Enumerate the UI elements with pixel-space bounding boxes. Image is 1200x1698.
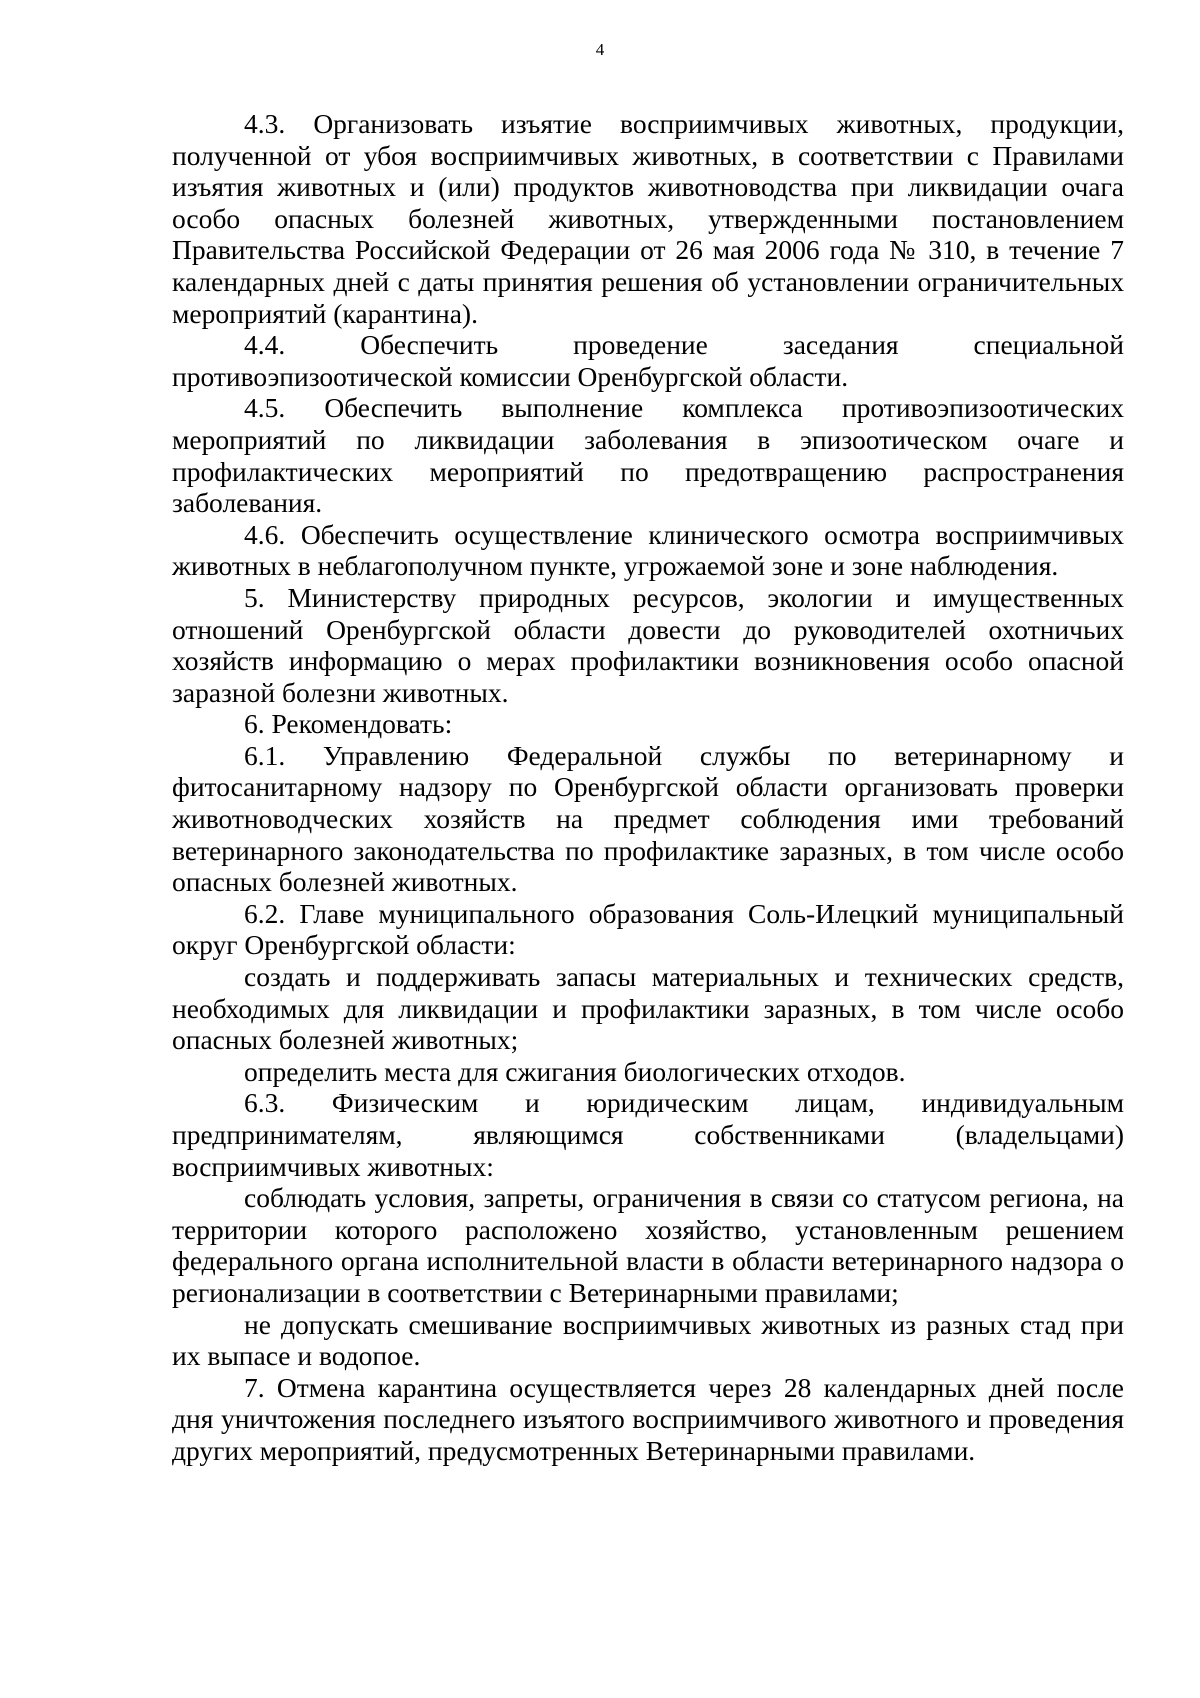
paragraph-4-3: 4.3. Организовать изъятие восприимчивых животных, продукции, полученной от убоя восприимчивых животных, в соответствии с Правилами изъятия животных и (или) продуктов животноводства при ликвидации очага особо опасных болезней животных, утвержденными постановлением Правительства Российской Федерации от 26 мая 2006 года № 310, в течение 7 календарных дней с даты принятия решения об установлении ограничительных мероприятий (карантина). — [172, 108, 1124, 329]
paragraph-6-3: 6.3. Физическим и юридическим лицам, индивидуальным предпринимателям, являющимся собственниками (владельцами) восприимчивых животных: — [172, 1087, 1124, 1182]
paragraph-4-5: 4.5. Обеспечить выполнение комплекса противоэпизоотических мероприятий по ликвидации заболевания в эпизоотическом очаге и профилактических мероприятий по предотвращению распространения заболевания. — [172, 392, 1124, 519]
paragraph-4-6: 4.6. Обеспечить осуществление клинического осмотра восприимчивых животных в неблагополучном пункте, угрожаемой зоне и зоне наблюдения. — [172, 518, 1124, 582]
paragraph-5: 5. Министерству природных ресурсов, экологии и имущественных отношений Оренбургской области довести до руководителей охотничьих хозяйств информацию о мерах профилактики возникновения особо опасной заразной болезни животных. — [172, 581, 1124, 708]
paragraph-6-2-item-2: определить места для сжигания биологических отходов. — [244, 1055, 906, 1087]
document-body — [172, 108, 1124, 1467]
paragraph-7: 7. Отмена карантина осуществляется через 28 календарных дней после дня уничтожения последнего изъятого восприимчивого животного и проведения других мероприятий, предусмотренных Ветеринарными правилами. — [172, 1371, 1124, 1466]
paragraph-6: 6. Рекомендовать: — [244, 708, 453, 740]
paragraph-6-2-item-1: создать и поддерживать запасы материальных и технических средств, необходимых для ликвидации и профилактики заразных, в том числе особо опасных болезней животных; — [172, 961, 1124, 1056]
paragraph-6-1: 6.1. Управлению Федеральной службы по ветеринарному и фитосанитарному надзору по Оренбургской области организовать проверки животноводческих хозяйств на предмет соблюдения ими требований ветеринарного законодательства по профилактике заразных, в том числе особо опасных болезней животных. — [172, 739, 1124, 898]
page-number: 4 — [595, 40, 605, 59]
paragraph-6-2: 6.2. Главе муниципального образования Соль-Илецкий муниципальный округ Оренбургской области: — [172, 897, 1124, 961]
paragraph-4-4: 4.4. Обеспечить проведение заседания специальной противоэпизоотической комиссии Оренбургской области. — [172, 329, 1124, 392]
paragraph-6-3-item-1: соблюдать условия, запреты, ограничения в связи со статусом региона, на территории которого расположено хозяйство, установленным решением федерального органа исполнительной власти в области ветеринарного надзора о регионализации в соответствии с Ветеринарными правилами; — [172, 1182, 1124, 1308]
paragraph-6-3-item-2: не допускать смешивание восприимчивых животных из разных стад при их выпасе и водопое. — [172, 1308, 1124, 1372]
